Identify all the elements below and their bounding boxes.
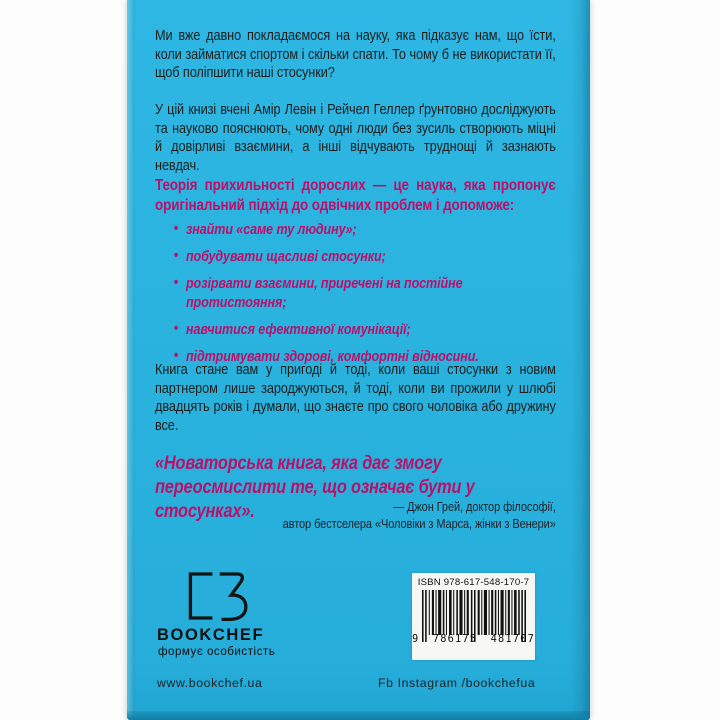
publisher-name: BOOKCHEF (157, 626, 265, 644)
isbn-barcode (412, 573, 535, 660)
list-item: • навчитися ефективної комунікації; (155, 321, 556, 340)
list-item: • розірвати взаємини, приречені на постійне протистояння; (155, 275, 556, 313)
list-item: • знайти «саме ту людину»; (155, 221, 556, 240)
cover-left-edge (127, 0, 135, 720)
publisher-tagline: формує особистість (158, 645, 276, 658)
cover-right-edge (570, 0, 590, 720)
review-quote: «Новаторська книга, яка дає змогу переосмислити те, що означає бути у стосунках». (155, 453, 475, 522)
isbn-label: ISBN 978-617-548-170-7 (417, 577, 530, 588)
book-back-cover (127, 0, 590, 720)
attribution-credential: автор бестселера «Чоловіки з Марса, жінки з Венери» (282, 515, 556, 531)
intro-paragraph: Ми вже давно покладаємося на науку, яка підказує нам, що їсти, коли займатися спортом і скільки спати. То чому б не використати її, щоб поліпшити наші стосунки? (155, 28, 556, 82)
benefits-list (155, 221, 556, 375)
authors-paragraph: У цій книзі вчені Амір Левін і Рейчел Геллер ґрунтовно досліджують та науково пояснюють, чому одні люди без зусиль створюють міцні й довірливі взаємини, а інші відчувають труднощі й зазнають невдач. (155, 102, 556, 174)
attachment-theory-heading: Теорія прихильності дорослих — це наука, яка пропонує оригінальний підхід до одвічних проблем і допоможе: (155, 177, 556, 214)
publisher-social: Fb Instagram /bookchefua (378, 676, 536, 690)
bookchef-logo-icon (184, 569, 250, 623)
list-item: • підтримувати здорові, комфортні відносини. (155, 348, 556, 367)
cover-bottom-edge (127, 711, 590, 720)
closing-paragraph: Книга стане вам у пригоді й тоді, коли ваші стосунки з новим партнером лише зароджуються, й тоді, коли ви прожили у шлюбі двадцять років і думали, що знаєте про свого чоловіка або дружину все. (155, 362, 556, 434)
isbn-digits: 9 786175 481707 (412, 633, 535, 645)
list-item: • побудувати щасливі стосунки; (155, 248, 556, 267)
attribution-name: — Джон Грей, доктор філософії, (393, 499, 556, 514)
publisher-website: www.bookchef.ua (157, 676, 263, 690)
quote-attribution (155, 499, 556, 532)
